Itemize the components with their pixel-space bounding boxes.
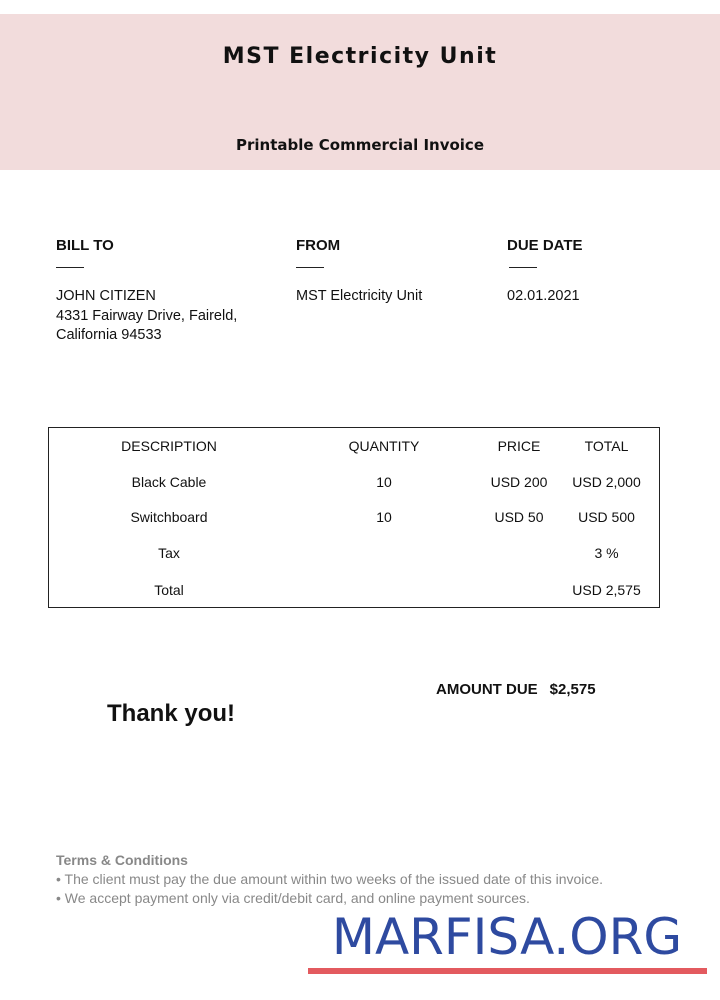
due-date-value: 02.01.2021	[507, 288, 580, 304]
watermark-logo: MARFISA.ORG	[331, 908, 683, 966]
row-description: Switchboard	[130, 509, 208, 525]
row-total: 3 %	[594, 545, 619, 561]
amount-due-label: AMOUNT DUE	[436, 681, 538, 698]
terms-line: • The client must pay the due amount within two weeks of the issued date of this invoice.	[56, 871, 604, 887]
amount-due	[436, 681, 596, 698]
row-price: USD 50	[494, 509, 544, 525]
company-title: MST Electricity Unit	[222, 44, 498, 69]
due-date-heading: DUE DATE	[507, 237, 583, 254]
items-table	[48, 427, 660, 608]
header-description: DESCRIPTION	[121, 438, 217, 454]
thank-you-text: Thank you!	[107, 700, 236, 727]
row-total: USD 500	[578, 509, 635, 525]
amount-due-value: $2,575	[549, 681, 596, 698]
watermark-underline	[308, 968, 707, 974]
bill-to-heading: BILL TO	[56, 237, 114, 254]
terms-title: Terms & Conditions	[56, 852, 188, 868]
bill-to-divider	[56, 267, 84, 268]
from-divider	[296, 267, 324, 268]
bill-to-name: JOHN CITIZEN	[56, 288, 156, 304]
header-price: PRICE	[497, 438, 541, 454]
bill-to-address-line1: 4331 Fairway Drive, Faireld,	[56, 307, 238, 324]
bill-to-address-line2: California 94533	[56, 327, 162, 343]
bill-to-block	[56, 287, 237, 346]
row-total: USD 2,575	[572, 582, 641, 598]
row-quantity: 10	[376, 509, 392, 525]
row-price: USD 200	[490, 474, 548, 490]
row-description: Total	[154, 582, 184, 598]
terms-block	[56, 851, 603, 908]
row-total: USD 2,000	[572, 474, 641, 490]
terms-line: • We accept payment only via credit/debit card, and online payment sources.	[56, 890, 530, 906]
invoice-subtitle: Printable Commercial Invoice	[236, 136, 484, 154]
from-heading: FROM	[296, 237, 341, 254]
header-total: TOTAL	[584, 438, 629, 454]
header-quantity: QUANTITY	[348, 438, 420, 454]
from-name: MST Electricity Unit	[296, 288, 423, 304]
row-description: Tax	[158, 545, 180, 561]
row-quantity: 10	[376, 474, 392, 490]
due-date-divider	[509, 267, 537, 268]
row-description: Black Cable	[131, 474, 207, 490]
